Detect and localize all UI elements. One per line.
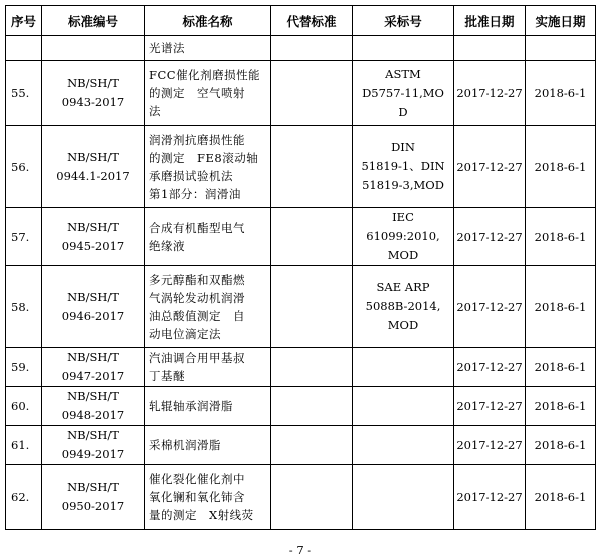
cell-std-name xyxy=(145,426,271,465)
header-row xyxy=(6,6,596,36)
cell-approve-date: 2017-12-27 xyxy=(454,465,526,530)
cell-approve-date: 2017-12-27 xyxy=(454,61,526,126)
cell-approve-date: 2017-12-27 xyxy=(454,126,526,208)
cell-std-no xyxy=(42,36,145,61)
cell-replaced xyxy=(271,208,353,266)
cell-std-no xyxy=(42,426,145,465)
cell-std-name-line: 轧辊轴承润滑脂 xyxy=(149,399,233,413)
standards-table xyxy=(5,5,596,530)
table-row xyxy=(6,266,596,348)
cell-std-name-line: 采棉机润滑脂 xyxy=(149,438,221,452)
cell-effective-date: 2018-6-1 xyxy=(526,387,596,426)
cell-std-name-line: 气涡轮发动机润滑 xyxy=(149,290,245,305)
cell-replaced xyxy=(271,426,353,465)
cell-std-no-line: NB/SH/T xyxy=(67,389,119,403)
cell-seq: 62. xyxy=(6,465,42,530)
cell-std-no xyxy=(42,348,145,387)
cell-std-name-line: 第1部分：润滑油 xyxy=(149,186,241,201)
cell-std-name xyxy=(145,348,271,387)
cell-seq: 61. xyxy=(6,426,42,465)
cell-std-no-line: NB/SH/T xyxy=(67,428,119,442)
cell-std-no-line: 0948-2017 xyxy=(61,408,125,422)
cell-std-name: 光谱法 xyxy=(145,36,271,61)
cell-std-no-line: NB/SH/T xyxy=(67,219,119,234)
cell-adopted xyxy=(353,61,454,126)
table-row xyxy=(6,126,596,208)
cell-adopted xyxy=(353,387,454,426)
cell-std-name-line: 绝缘液 xyxy=(149,238,185,253)
cell-std-no xyxy=(42,126,145,208)
cell-approve-date xyxy=(454,36,526,61)
cell-seq: 55. xyxy=(6,61,42,126)
cell-std-name-line: 动电位滴定法 xyxy=(149,326,221,341)
cell-std-name xyxy=(145,266,271,348)
cell-replaced xyxy=(271,348,353,387)
header-effective-date: 实施日期 xyxy=(526,6,596,36)
cell-adopted-line: 51819-3,MOD xyxy=(362,178,444,192)
cell-std-no-line: NB/SH/T xyxy=(67,289,119,304)
cell-effective-date: 2018-6-1 xyxy=(526,266,596,348)
cell-std-no xyxy=(42,465,145,530)
page-number: - 7 - xyxy=(288,543,312,557)
header-std-no: 标准编号 xyxy=(42,6,145,36)
cell-adopted xyxy=(353,126,454,208)
cell-effective-date: 2018-6-1 xyxy=(526,465,596,530)
cell-std-no-line: 0946-2017 xyxy=(61,308,125,323)
cell-adopted-line: D5757-11,MO xyxy=(362,85,444,100)
cell-std-name-line: FCC催化剂磨损性能 xyxy=(149,68,261,82)
cell-adopted-line: IEC xyxy=(392,210,414,224)
cell-std-name-line: 承磨损试验机法 xyxy=(149,168,233,183)
cell-std-name-line: 催化裂化催化剂中 xyxy=(149,472,245,486)
cell-std-no-line: NB/SH/T xyxy=(67,480,119,494)
cell-adopted xyxy=(353,266,454,348)
cell-adopted xyxy=(353,465,454,530)
cell-seq xyxy=(6,36,42,61)
cell-std-no-line: NB/SH/T xyxy=(67,149,119,164)
cell-replaced xyxy=(271,126,353,208)
cell-std-name xyxy=(145,465,271,530)
cell-adopted-line: 61099:2010, xyxy=(366,229,440,243)
cell-adopted xyxy=(353,36,454,61)
cell-approve-date: 2017-12-27 xyxy=(454,348,526,387)
cell-adopted-line: D xyxy=(398,104,408,119)
cell-seq: 57. xyxy=(6,208,42,266)
header-std-name: 标准名称 xyxy=(145,6,271,36)
cell-std-name-line: 氧化镧和氧化铈含 xyxy=(149,490,245,504)
cell-std-name-line: 合成有机酯型电气 xyxy=(149,220,245,235)
cell-effective-date: 2018-6-1 xyxy=(526,348,596,387)
table-row-continued xyxy=(6,36,596,61)
cell-std-no-line: 0943-2017 xyxy=(61,95,125,109)
cell-std-name-line: 多元醇酯和双酯燃 xyxy=(149,272,245,287)
cell-std-no-line: 0950-2017 xyxy=(61,499,125,513)
cell-std-no-line: 0944.1-2017 xyxy=(56,168,130,183)
table-row xyxy=(6,61,596,126)
cell-std-name xyxy=(145,126,271,208)
cell-effective-date: 2018-6-1 xyxy=(526,61,596,126)
cell-std-no xyxy=(42,266,145,348)
cell-std-name-line: 法 xyxy=(149,104,161,118)
header-seq: 序号 xyxy=(6,6,42,36)
cell-std-name-line: 的测定 空气喷射 xyxy=(149,86,245,100)
cell-std-no-line: 0949-2017 xyxy=(61,447,125,461)
cell-adopted-line: DIN xyxy=(391,140,415,154)
table-row xyxy=(6,208,596,266)
cell-std-no xyxy=(42,387,145,426)
cell-effective-date: 2018-6-1 xyxy=(526,426,596,465)
cell-replaced xyxy=(271,36,353,61)
header-approve-date: 批准日期 xyxy=(454,6,526,36)
cell-replaced xyxy=(271,465,353,530)
cell-std-name-line: 量的测定 X射线荧 xyxy=(149,508,254,522)
cell-std-no xyxy=(42,61,145,126)
cell-effective-date xyxy=(526,36,596,61)
cell-std-name xyxy=(145,387,271,426)
cell-replaced xyxy=(271,61,353,126)
cell-effective-date: 2018-6-1 xyxy=(526,208,596,266)
cell-std-no-line: NB/SH/T xyxy=(67,350,119,364)
table-row xyxy=(6,348,596,387)
cell-adopted-line: 5088B-2014, xyxy=(365,299,441,313)
cell-std-name xyxy=(145,61,271,126)
header-adopted: 采标号 xyxy=(353,6,454,36)
cell-replaced xyxy=(271,387,353,426)
table-row xyxy=(6,465,596,530)
table-row xyxy=(6,426,596,465)
table-row xyxy=(6,387,596,426)
cell-adopted-line: ASTM xyxy=(385,66,421,81)
cell-seq: 59. xyxy=(6,348,42,387)
cell-std-no xyxy=(42,208,145,266)
cell-adopted xyxy=(353,208,454,266)
cell-std-name-line: 油总酸值测定 自 xyxy=(149,308,245,323)
cell-seq: 58. xyxy=(6,266,42,348)
cell-std-no-line: 0945-2017 xyxy=(61,238,125,253)
cell-std-name-line: 丁基醚 xyxy=(149,369,185,383)
cell-replaced xyxy=(271,266,353,348)
cell-std-name-line: 润滑剂抗磨损性能 xyxy=(149,132,245,147)
cell-adopted-line: 51819-1、DIN xyxy=(361,159,445,173)
cell-approve-date: 2017-12-27 xyxy=(454,426,526,465)
cell-seq: 56. xyxy=(6,126,42,208)
cell-adopted-line: MOD xyxy=(387,248,419,262)
cell-std-no-line: 0947-2017 xyxy=(61,369,125,383)
cell-approve-date: 2017-12-27 xyxy=(454,208,526,266)
cell-std-name-line: 的测定 FE8滚动轴 xyxy=(149,150,259,165)
cell-approve-date: 2017-12-27 xyxy=(454,387,526,426)
cell-std-name-line: 汽油调合用甲基叔 xyxy=(149,351,245,365)
cell-adopted-line: MOD xyxy=(387,318,419,332)
cell-approve-date: 2017-12-27 xyxy=(454,266,526,348)
cell-adopted-line: SAE ARP xyxy=(376,280,430,294)
cell-adopted xyxy=(353,426,454,465)
cell-std-no-line: NB/SH/T xyxy=(67,76,119,90)
cell-std-name xyxy=(145,208,271,266)
cell-adopted xyxy=(353,348,454,387)
header-replaced: 代替标准 xyxy=(271,6,353,36)
cell-effective-date: 2018-6-1 xyxy=(526,126,596,208)
cell-seq: 60. xyxy=(6,387,42,426)
